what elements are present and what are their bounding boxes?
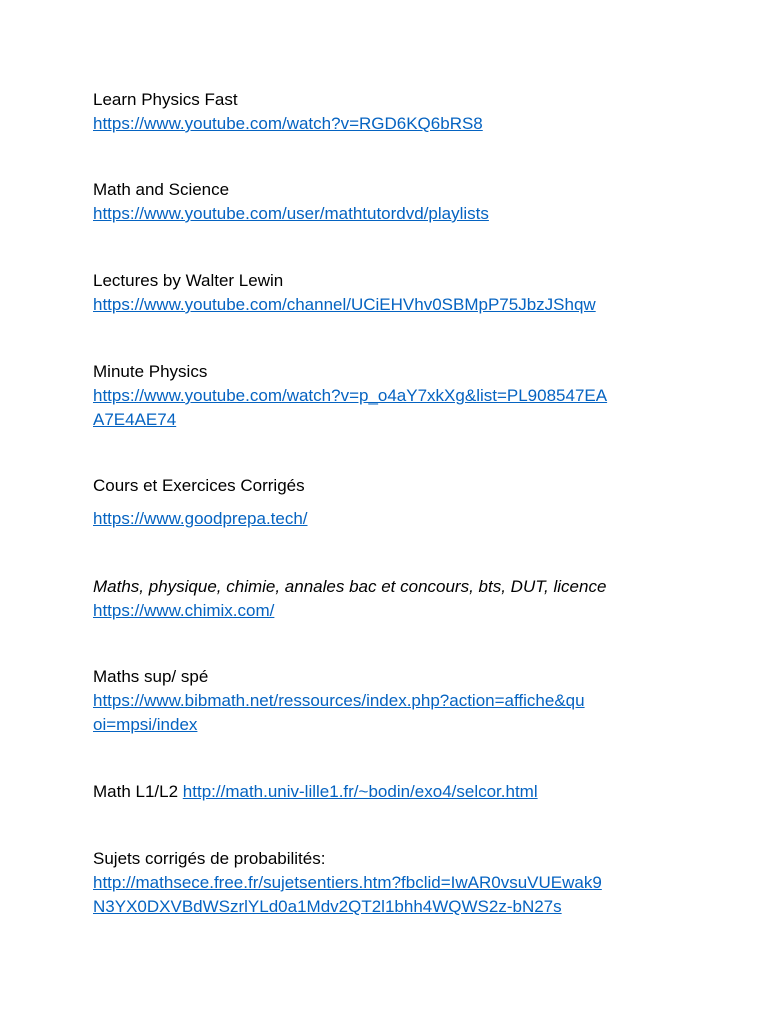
entry-link-line1[interactable]: https://www.youtube.com/watch?v=p_o4aY7xkXg&list=PL908547EA	[93, 386, 608, 405]
entry-title: Sujets corrigés de probabilités:	[93, 849, 326, 868]
entry-link[interactable]: https://www.goodprepa.tech/	[93, 509, 308, 528]
entry-link-line1[interactable]: http://mathsece.free.fr/sujetsentiers.htm?fbclid=IwAR0vsuVUEwak9	[93, 873, 602, 892]
entry-row	[93, 780, 538, 804]
entry-link-line2[interactable]: oi=mpsi/index	[93, 715, 198, 734]
entry-link[interactable]: http://math.univ-lille1.fr/~bodin/exo4/selcor.html	[182, 782, 538, 801]
entry-link-line2[interactable]: N3YX0DXVBdWSzrlYLd0a1Mdv2QT2l1bhh4WQWS2z-bN27s	[93, 897, 562, 916]
entry-link-line2[interactable]: A7E4AE74	[93, 410, 177, 429]
entry-link[interactable]: https://www.youtube.com/channel/UCiEHVhv0SBMpP75JbzJShqw	[93, 295, 596, 314]
entry-link[interactable]: https://www.youtube.com/user/mathtutordvd/playlists	[93, 204, 489, 223]
entry-title: Maths, physique, chimie, annales bac et concours, bts, DUT, licence	[93, 577, 607, 596]
entry-title: Learn Physics Fast	[93, 90, 238, 109]
entry-title: Cours et Exercices Corrigés	[93, 476, 305, 495]
entry-title: Lectures by Walter Lewin	[93, 271, 284, 290]
entry-title: Minute Physics	[93, 362, 208, 381]
entry-title: Math L1/L2	[93, 782, 179, 801]
entry-link[interactable]: https://www.chimix.com/	[93, 601, 275, 620]
entry-title: Math and Science	[93, 180, 230, 199]
entry-link[interactable]: https://www.youtube.com/watch?v=RGD6KQ6bRS8	[93, 114, 483, 133]
entry-title: Maths sup/ spé	[93, 667, 209, 686]
entry-link-line1[interactable]: https://www.bibmath.net/ressources/index.php?action=affiche&qu	[93, 691, 585, 710]
